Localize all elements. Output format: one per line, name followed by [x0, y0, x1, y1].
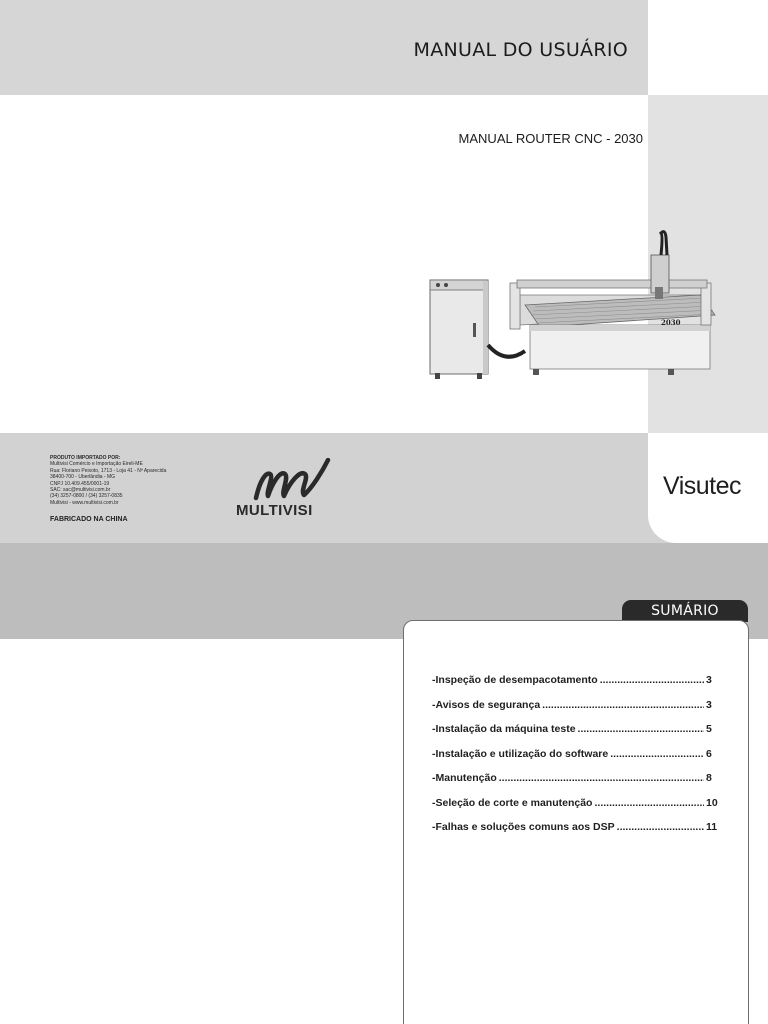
toc-item-page: 3 — [706, 674, 712, 686]
toc-item[interactable] — [432, 748, 720, 773]
toc-leader — [600, 674, 704, 686]
importer-line: Rua: Floriano Peixoto, 1713 - Loja 41 - Nª Aparecida — [50, 467, 167, 474]
toc-item-title: -Manutenção — [432, 772, 497, 784]
importer-line: (34) 3257-0800 / (34) 3257-0835 — [50, 493, 123, 500]
toc-item-page: 6 — [706, 747, 712, 760]
page-title: MANUAL DO USUÁRIO — [413, 39, 628, 61]
toc-heading: SUMÁRIO — [622, 600, 748, 622]
toc-item-page: 10 — [706, 796, 718, 809]
toc-leader — [499, 772, 704, 784]
importer-line: Multivisi - www.multivisi.com.br — [50, 499, 119, 506]
importer-heading: PRODUTO IMPORTADO POR: — [50, 455, 121, 461]
toc-item-page: 5 — [706, 723, 712, 735]
importer-line: CNPJ 10.409.455/0001-19 — [50, 480, 110, 487]
toc-item-title: -Instalação da máquina teste — [432, 723, 576, 735]
manual-subtitle: MANUAL ROUTER CNC - 2030 — [458, 131, 643, 146]
toc-leader — [594, 797, 704, 809]
toc-item-page: 8 — [706, 772, 712, 784]
toc-item[interactable] — [432, 674, 720, 699]
importer-line: Multivisi Comércio e Importação Eireli-ME — [50, 461, 143, 468]
importer-info — [50, 455, 210, 506]
toc-item-page: 3 — [706, 698, 712, 711]
toc-item[interactable] — [432, 821, 720, 846]
made-in-label: FABRICADO NA CHINA — [50, 516, 128, 523]
toc-item-title: -Avisos de segurança — [432, 698, 541, 711]
toc-item[interactable] — [432, 699, 720, 724]
toc-item-title: -Seleção de corte e manutenção — [432, 796, 593, 809]
importer-line: SAC: sac@multivisi.com.br — [50, 487, 111, 494]
multivisi-logo-mark — [248, 458, 332, 506]
toc-leader — [578, 723, 704, 735]
toc-item[interactable] — [432, 723, 720, 748]
multivisi-logo-text: MULTIVISI — [236, 502, 313, 519]
toc-item-title: -Instalação e utilização do software — [432, 747, 609, 760]
toc-item-title: -Inspeção de desempacotamento — [432, 674, 598, 686]
toc-item[interactable] — [432, 772, 720, 797]
toc-leader — [617, 821, 704, 833]
toc-leader — [610, 748, 704, 760]
machine-model-label: 2030 — [661, 318, 681, 327]
cnc-router-image — [425, 225, 717, 385]
toc-leader — [542, 699, 704, 711]
toc-item-page: 11 — [706, 821, 718, 833]
toc-item-title: -Falhas e soluções comuns aos DSP — [432, 821, 615, 833]
importer-line: 38400-700 - Uberlândia - MG — [50, 474, 116, 481]
visutec-logo: Visutec — [663, 472, 742, 500]
toc-list — [432, 674, 720, 846]
toc-item[interactable] — [432, 797, 720, 822]
